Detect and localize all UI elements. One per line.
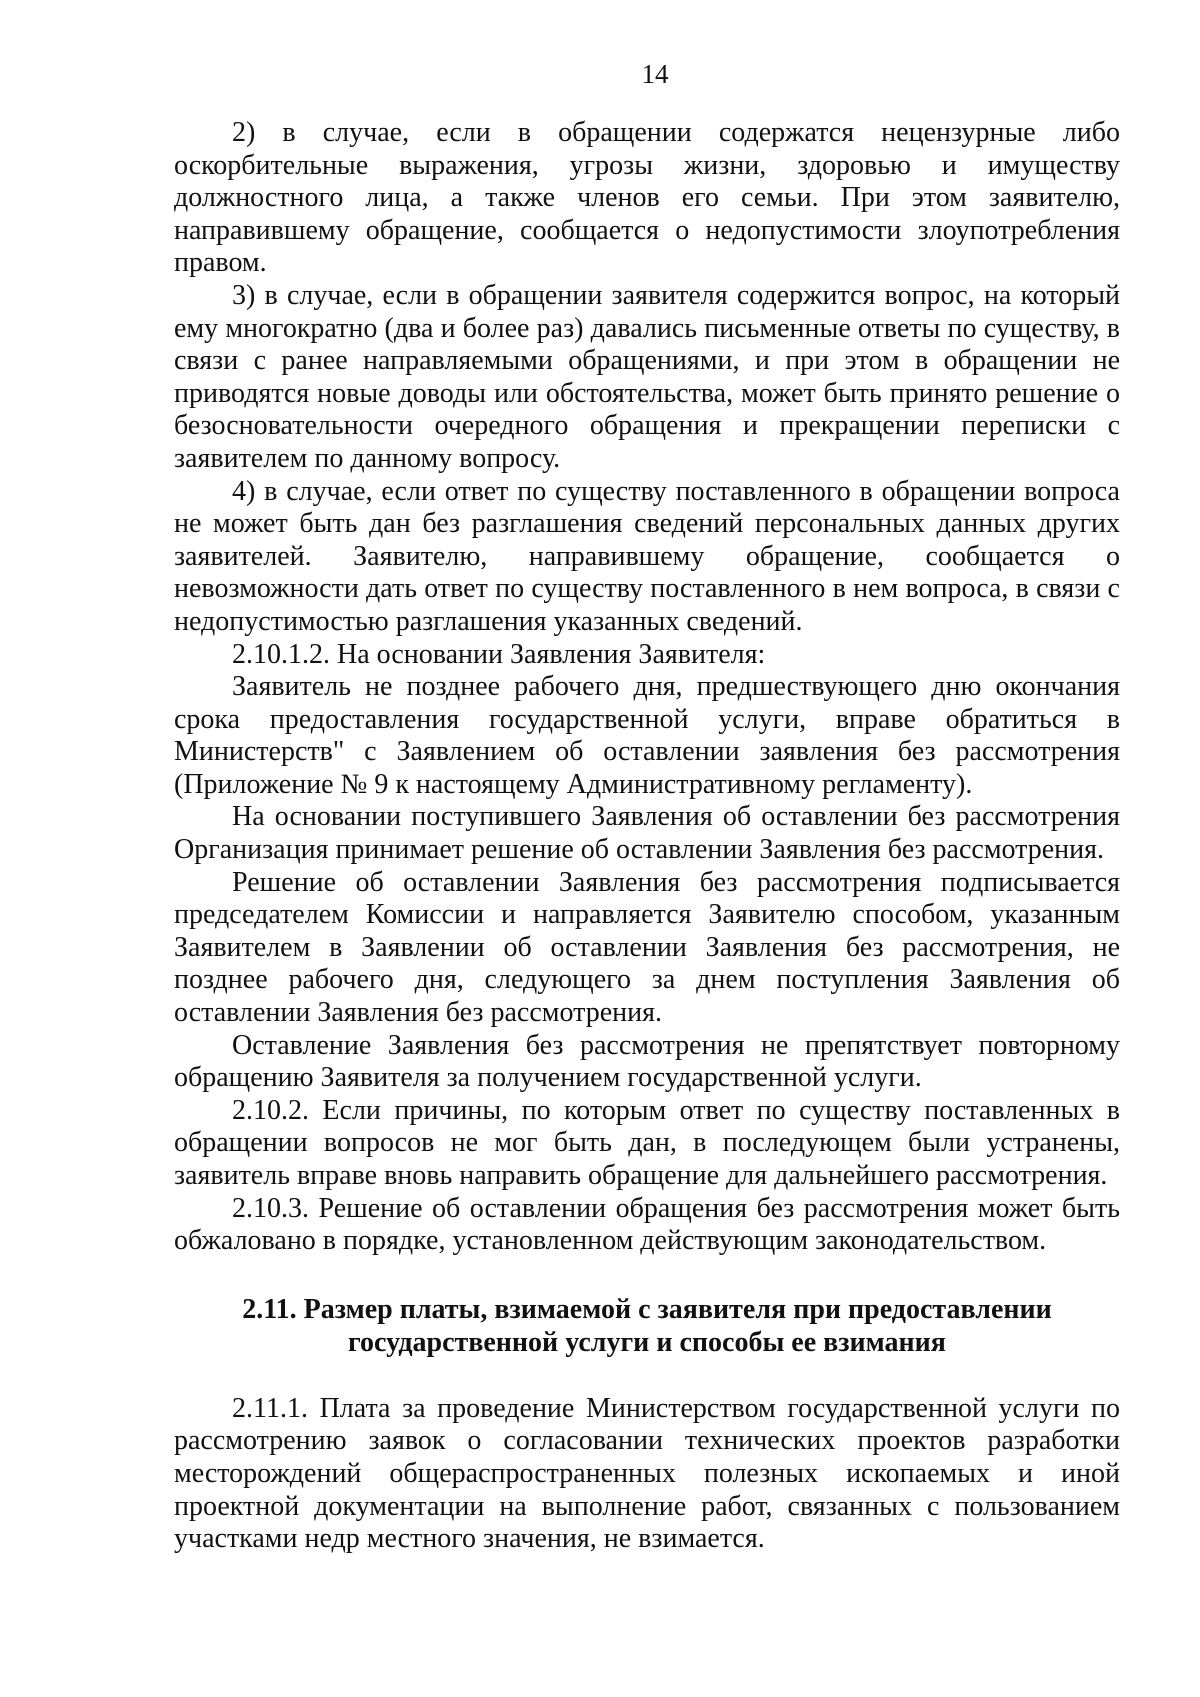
paragraph-item-4: 4) в случае, если ответ по существу поставленного в обращении вопроса не может быть дан без разглашения сведений персональных данных других заявителей. Заявителю, направившему обращение, сообщается о невозможности дать ответ по существу поставленного в нем вопроса, в связи с недопустимостью разглашения указанных сведений. [174,475,1120,637]
paragraph-decision-signing: Решение об оставлении Заявления без рассмотрения подписывается председателем Комиссии и направляется Заявителю способом, указанным Заявителем в Заявлении об оставлении Заявления без рассмотрения, не позднее рабочего дня, следующего за днем поступления Заявления об оставлении Заявления без рассмотрения. [174,866,1120,1029]
section-heading-2-11 [174,1293,1120,1359]
paragraph-item-3: 3) в случае, если в обращении заявителя содержится вопрос, на который ему многократно (два и более раз) давались письменные ответы по существу, в связи с ранее направляемыми обращениями, и при этом в обращении не приводятся новые доводы или обстоятельства, может быть принято решение о безосновательности очередного обращения и прекращении переписки с заявителем по данному вопросу. [174,279,1120,474]
paragraph-2-10-1-2: 2.10.1.2. На основании Заявления Заявителя: [232,638,766,670]
paragraph-applicant-withdrawal: Заявитель не позднее рабочего дня, предшествующего дню окончания срока предоставления государственной услуги, вправе обратиться в Министерств" с Заявлением об оставлении заявления без рассмотрения (Приложение № 9 к настоящему Административному регламенту). [174,671,1120,800]
paragraph-2-10-2: 2.10.2. Если причины, по которым ответ по существу поставленных в обращении вопросов не мог быть дан, в последующем были устранены, заявитель вправе вновь направить обращение для дальнейшего рассмотрения. [174,1094,1120,1191]
paragraph-organization-decision: На основании поступившего Заявления об оставлении без рассмотрения Организация принимает решение об оставлении Заявления без рассмотрения. [174,801,1120,866]
page-number: 14 [641,59,669,89]
section-heading-line-1: 2.11. Размер платы, взимаемой с заявителя при предоставлении [242,1293,1052,1325]
paragraph-repeat-request: Оставление Заявления без рассмотрения не препятствует повторному обращению Заявителя за получением государственной услуги. [174,1029,1120,1094]
document-body [174,117,1120,1556]
paragraph-2-11-1: 2.11.1. Плата за проведение Министерством государственной услуги по рассмотрению заявок о согласовании технических проектов разработки месторождений общераспространенных полезных ископаемых и иной проектной документации на выполнение работ, связанных с пользованием участками недр местного значения, не взимается. [174,1392,1120,1555]
section-heading-line-2: государственной услуги и способы ее взимания [348,1326,946,1358]
paragraph-2-10-3: 2.10.3. Решение об оставлении обращения без рассмотрения может быть обжаловано в порядке, установленном действующим законодательством. [174,1192,1120,1257]
paragraph-item-2: 2) в случае, если в обращении содержатся нецензурные либо оскорбительные выражения, угрозы жизни, здоровью и имуществу должностного лица, а также членов его семьи. При этом заявителю, направившему обращение, сообщается о недопустимости злоупотребления правом. [174,117,1120,279]
